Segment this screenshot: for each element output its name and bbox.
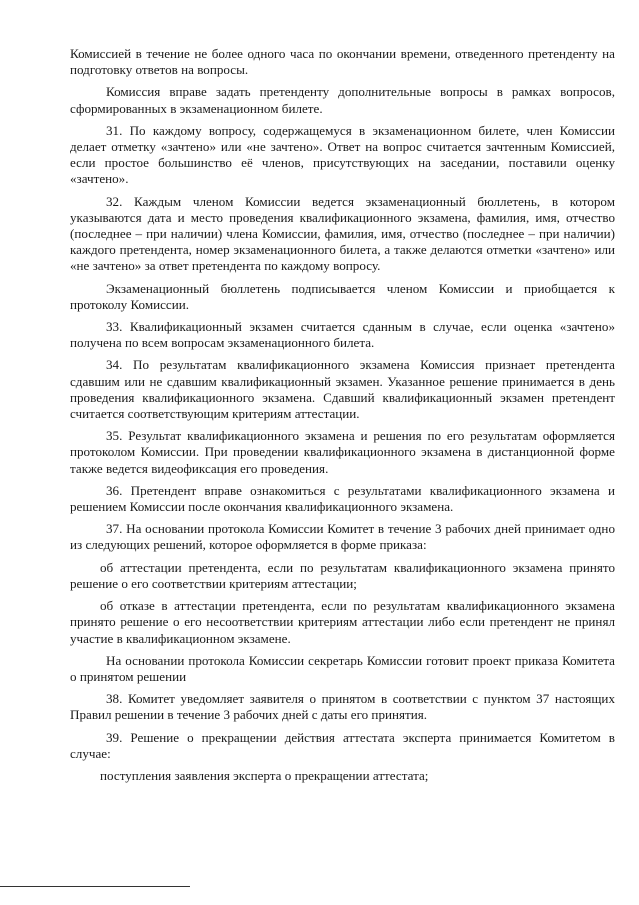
paragraph-bulletin-signed: Экзаменационный бюллетень подписывается членом Комиссии и приобщается к протоколу Комиссии. (70, 280, 615, 312)
paragraph-35: 35. Результат квалификационного экзамена и решения по его результатам оформляется протоколом Комиссии. При проведении квалификационного экзамена в дистанционной форме также ведется видеофиксация его проведения. (70, 428, 615, 476)
list-item-refusal: об отказе в аттестации претендента, если по результатам квалификационного экзамена принято решение о его несоответствии критериям аттестации либо если претендент не принял участие в квалификационном экзамене. (70, 598, 615, 646)
paragraph-37: 37. На основании протокола Комиссии Комитет в течение 3 рабочих дней принимает одно из следующих решений, которое оформляется в форме приказа: (70, 521, 615, 553)
paragraph-39: 39. Решение о прекращении действия аттестата эксперта принимается Комитетом в случае: (70, 729, 615, 761)
paragraph-34: 34. По результатам квалификационного экзамена Комиссия признает претендента сдавшим или не сдавшим квалификационный экзамен. Указанное решение принимается в день проведения квалификационного экзамена. Сдавший квалификационный экзамен претендент считается соответствующим критериям аттестации. (70, 357, 615, 422)
paragraph-33: 33. Квалификационный экзамен считается сданным в случае, если оценка «зачтено» получена по всем вопросам экзаменационного билета. (70, 319, 615, 351)
paragraph-additional-questions: Комиссия вправе задать претенденту дополнительные вопросы в рамках вопросов, сформированных в экзаменационном билете. (70, 84, 615, 116)
paragraph-32: 32. Каждым членом Комиссии ведется экзаменационный бюллетень, в котором указываются дата и место проведения квалификационного экзамена, фамилия, имя, отчество (последнее – при наличии) члена Комиссии, фамилия, имя, отчество (последнее – при наличии) каждого претендента, номер экзаменационного билета, а также делаются отметки «зачтено» или «не зачтено» за ответ претендента по каждому вопросу. (70, 193, 615, 274)
paragraph-31: 31. По каждому вопросу, содержащемуся в экзаменационном билете, член Комиссии делает отметку «зачтено» или «не зачтено». Ответ на вопрос считается зачтенным Комиссией, если простое большинство её членов, присутствующих на заседании, поставили оценку «зачтено». (70, 122, 615, 187)
paragraph-continuation: Комиссией в течение не более одного часа по окончании времени, отведенного претенденту на подготовку ответов на вопросы. (70, 46, 615, 78)
paragraph-order-draft: На основании протокола Комиссии секретарь Комиссии готовит проект приказа Комитета о принятом решении (70, 652, 615, 684)
paragraph-36: 36. Претендент вправе ознакомиться с результатами квалификационного экзамена и решением Комиссии после окончания квалификационного экзамена. (70, 482, 615, 515)
list-item-attestation: об аттестации претендента, если по результатам квалификационного экзамена принято решение о его соответствии критериям аттестации; (70, 559, 615, 591)
footnote-separator (0, 886, 190, 887)
list-item-termination-request: поступления заявления эксперта о прекращении аттестата; (100, 767, 429, 783)
paragraph-38: 38. Комитет уведомляет заявителя о принятом в соответствии с пунктом 37 настоящих Правил решении в течение 3 рабочих дней с даты его принятия. (70, 691, 615, 723)
document-body (70, 46, 615, 790)
